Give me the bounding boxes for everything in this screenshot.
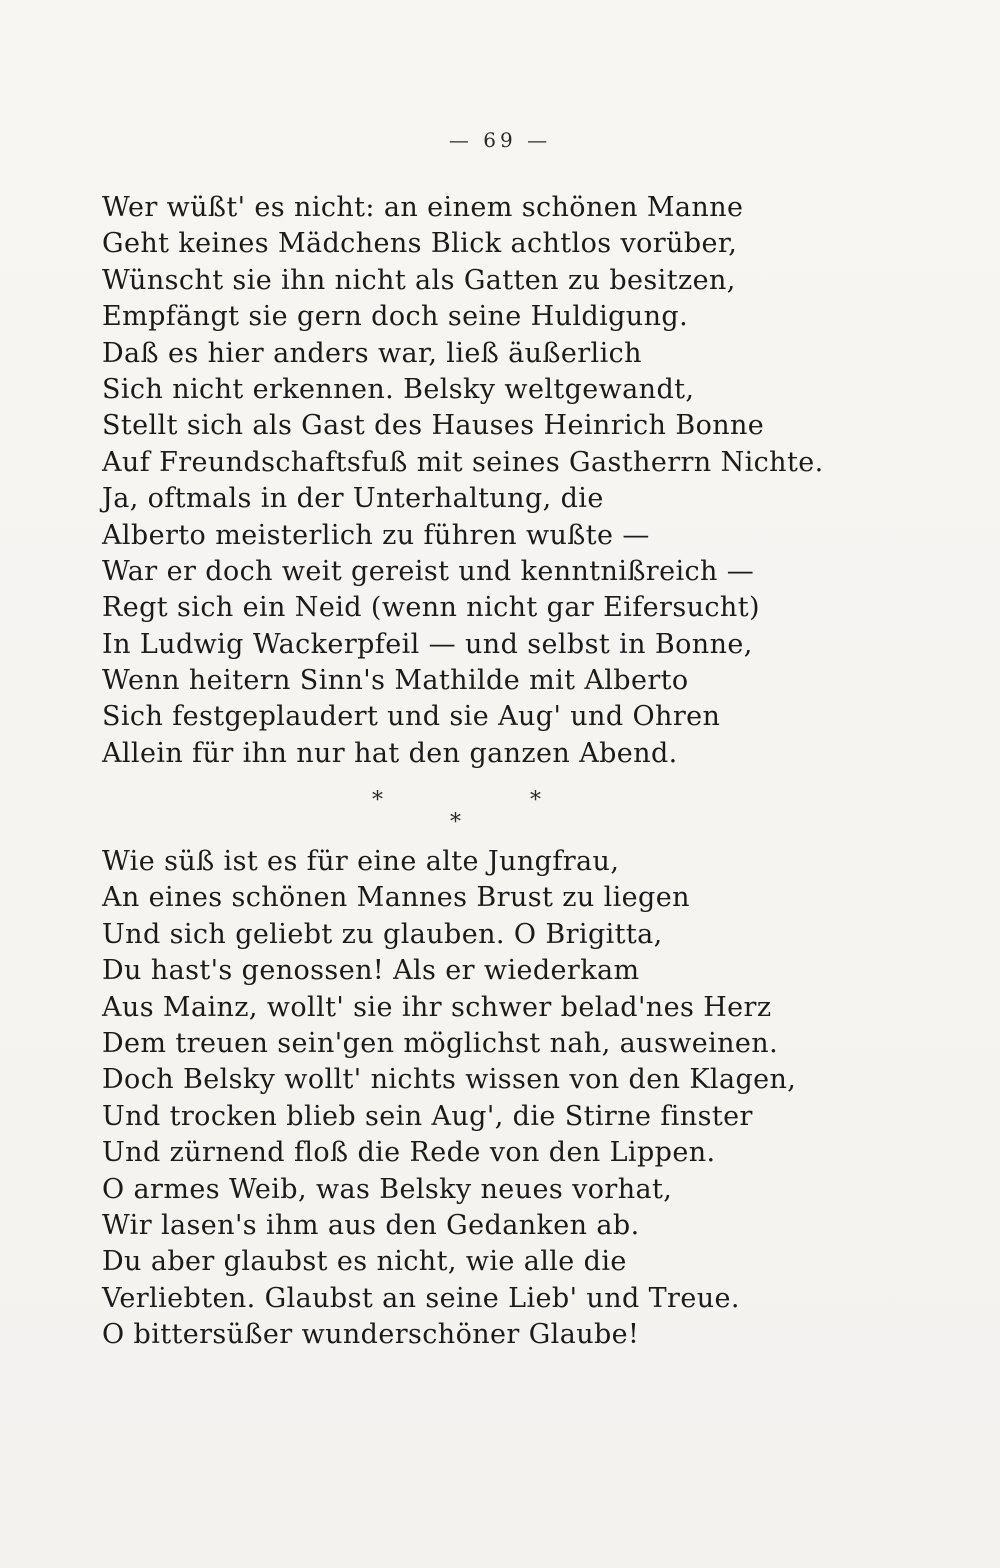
poem-line: Auf Freundschaftsfuß mit seines Gastherrn Nichte. xyxy=(102,446,824,478)
separator-asterisk: * xyxy=(450,810,461,835)
poem-line: Ja, oftmals in der Unterhaltung, die xyxy=(102,483,604,515)
poem-line: O bittersüßer wunderschöner Glaube! xyxy=(102,1319,640,1351)
poem-line: Wünscht sie ihn nicht als Gatten zu besitzen, xyxy=(102,264,736,296)
separator-asterisk: * xyxy=(530,788,541,813)
poem-line: War er doch weit gereist und kenntnißreich — xyxy=(102,555,755,587)
poem-line: Wer wüßt' es nicht: an einem schönen Manne xyxy=(102,192,744,223)
stanza-1 xyxy=(102,190,824,772)
poem-line: O armes Weib, was Belsky neues vorhat, xyxy=(102,1173,673,1205)
poem-line: Regt sich ein Neid (wenn nicht gar Eifersucht) xyxy=(102,592,760,624)
poem-line: Und sich geliebt zu glauben. O Brigitta, xyxy=(102,918,663,950)
page-number: — 69 — xyxy=(448,128,552,152)
separator-asterisk: * xyxy=(372,788,383,813)
poem-line: Und zürnend floß die Rede von den Lippen. xyxy=(102,1137,716,1169)
poem-line: Sich nicht erkennen. Belsky weltgewandt, xyxy=(102,373,695,405)
poem-line: Du aber glaubst es nicht, wie alle die xyxy=(102,1246,627,1278)
poem-line: Dem treuen sein'gen möglichst nah, ausweinen. xyxy=(102,1027,779,1059)
poem-line: Geht keines Mädchens Blick achtlos vorüber, xyxy=(102,228,738,260)
stanza-2 xyxy=(102,844,802,1353)
poem-line: Wenn heitern Sinn's Mathilde mit Alberto xyxy=(102,665,689,697)
poem-line: Alberto meisterlich zu führen wußte — xyxy=(102,519,650,551)
poem-line: Sich festgeplaudert und sie Aug' und Ohren xyxy=(102,701,721,733)
poem-line: In Ludwig Wackerpfeil — und selbst in Bonne, xyxy=(102,628,753,660)
poem-line: Allein für ihn nur hat den ganzen Abend. xyxy=(102,737,678,769)
poem-line: Doch Belsky wollt' nichts wissen von den Klagen, xyxy=(102,1064,797,1096)
poem-line: Und trocken blieb sein Aug', die Stirne finster xyxy=(102,1100,753,1132)
poem-line: Stellt sich als Gast des Hauses Heinrich Bonne xyxy=(102,410,765,442)
poem-line: Wie süß ist es für eine alte Jungfrau, xyxy=(102,846,620,877)
poem-line: Daß es hier anders war, ließ äußerlich xyxy=(102,337,642,369)
poem-line: An eines schönen Mannes Brust zu liegen xyxy=(102,882,690,914)
poem-line: Empfängt sie gern doch seine Huldigung. xyxy=(102,301,689,333)
poem-line: Verliebten. Glaubst an seine Lieb' und Treue. xyxy=(102,1282,740,1314)
poem-line: Wir lasen's ihm aus den Gedanken ab. xyxy=(102,1209,640,1241)
poem-line: Du hast's genossen! Als er wiederkam xyxy=(102,955,640,987)
section-separator xyxy=(0,788,1000,835)
poem-line: Aus Mainz, wollt' sie ihr schwer belad'nes Herz xyxy=(102,991,772,1023)
